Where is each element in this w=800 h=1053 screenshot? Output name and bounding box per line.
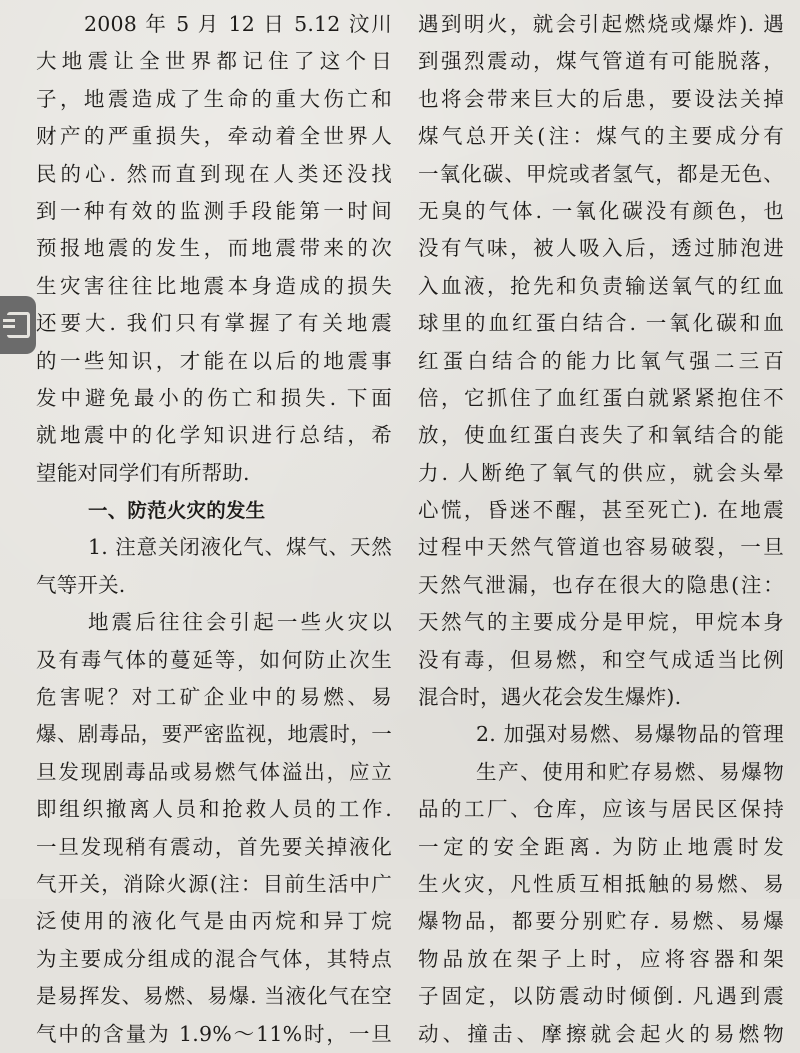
text-line: 物品放在架子上时，应将容器和架	[418, 946, 784, 971]
text-line: 入血液，抢先和负责输送氧气的红血	[418, 273, 784, 298]
text-line: 财产的严重损失，牵动着全世界人	[36, 124, 392, 149]
text-line: 无臭的气体. 一氧化碳没有颜色，也	[418, 198, 784, 223]
text-line: 气开关，消除火源(注：目前生活中广	[36, 871, 392, 896]
text-line: 气中的含量为 1.9%～11%时，一旦	[36, 1021, 392, 1046]
text-line: 煤气总开关(注：煤气的主要成分有	[418, 124, 784, 149]
text-line: 旦发现剧毒品或易燃气体溢出，应立	[36, 759, 392, 784]
text-line: 地震后往往会引起一些火灾以	[88, 610, 392, 635]
text-line: 民的心. 然而直到现在人类还没找	[36, 161, 392, 186]
text-line: 危害呢？对工矿企业中的易燃、易	[36, 685, 392, 710]
text-line: 预报地震的发生，而地震带来的次	[36, 236, 392, 261]
page-tab-marker	[0, 296, 36, 354]
text-line: 爆物品，都要分别贮存. 易燃、易爆	[418, 909, 784, 934]
text-line: 到一种有效的监测手段能第一时间	[36, 198, 392, 223]
text-line: 混合时，遇火花会发生爆炸).	[418, 685, 682, 710]
subsection-heading: 2. 加强对易燃、易爆物品的管理	[476, 722, 784, 747]
text-line: 也将会带来巨大的后患，要设法关掉	[418, 86, 784, 111]
text-line: 2008 年 5 月 12 日 5.12 汶川	[84, 12, 392, 36]
text-line: 天然气泄漏，也存在很大的隐患(注：	[418, 572, 784, 597]
text-line: 过程中天然气管道也容易破裂，一旦	[418, 535, 784, 560]
text-line: 子固定，以防震动时倾倒. 凡遇到震	[418, 984, 784, 1009]
text-line: 即组织撤离人员和抢救人员的工作.	[36, 797, 392, 822]
text-line: 生火灾，凡性质互相抵触的易燃、易	[418, 871, 784, 896]
text-line: 子，地震造成了生命的重大伤亡和	[36, 86, 392, 111]
text-line: 还要大. 我们只有掌握了有关地震	[36, 311, 392, 336]
text-line: 就地震中的化学知识进行总结，希	[36, 423, 392, 448]
text-line: 天然气的主要成分是甲烷，甲烷本身	[418, 610, 784, 635]
text-line: 望能对同学们有所帮助.	[36, 460, 250, 485]
text-line: 红蛋白结合的能力比氧气强二三百	[418, 348, 784, 373]
text-line: 球里的血红蛋白结合. 一氧化碳和血	[418, 311, 784, 336]
text-line: 没有气味，被人吸入后，透过肺泡进	[418, 236, 784, 261]
text-line: 力. 人断绝了氧气的供应，就会头晕	[418, 460, 784, 485]
text-line: 为主要成分组成的混合气体，其特点	[36, 946, 392, 971]
text-line: 生灾害往往比地震本身造成的损失	[36, 273, 392, 298]
text-line: 气等开关.	[36, 572, 126, 597]
text-line: 心慌，昏迷不醒，甚至死亡). 在地震	[418, 498, 784, 523]
left-column	[36, 6, 392, 1053]
text-line: 及有毒气体的蔓延等，如何防止次生	[36, 647, 392, 672]
text-line: 品的工厂、仓库，应该与居民区保持	[418, 797, 784, 822]
text-line: 发中避免最小的伤亡和损失. 下面	[36, 385, 392, 410]
text-line: 一定的安全距离. 为防止地震时发	[418, 834, 784, 859]
text-line: 倍，它抓住了血红蛋白就紧紧抱住不	[418, 385, 784, 410]
page-tab-icon	[7, 312, 30, 338]
text-line: 一旦发现稍有震动，首先要关掉液化	[36, 834, 392, 859]
text-line: 一氧化碳、甲烷或者氢气，都是无色、	[418, 161, 784, 186]
text-line: 放，使血红蛋白丧失了和氧结合的能	[418, 423, 784, 448]
text-line: 泛使用的液化气是由丙烷和异丁烷	[36, 909, 392, 934]
text-line: 生产、使用和贮存易燃、易爆物	[476, 759, 784, 784]
text-line: 大地震让全世界都记住了这个日	[36, 49, 392, 74]
text-line: 动、撞击、摩擦就会起火的易燃物	[418, 1021, 784, 1046]
subsection-heading: 1. 注意关闭液化气、煤气、天然	[88, 535, 392, 560]
section-heading: 一、防范火灾的发生	[88, 499, 266, 523]
text-line: 没有毒，但易燃，和空气成适当比例	[418, 647, 784, 672]
text-line: 到强烈震动，煤气管道有可能脱落，	[418, 49, 784, 74]
right-column	[418, 6, 784, 1053]
text-line: 爆、剧毒品，要严密监视，地震时，一	[36, 722, 392, 747]
text-line: 的一些知识，才能在以后的地震事	[36, 348, 392, 373]
text-line: 是易挥发、易燃、易爆. 当液化气在空	[36, 984, 392, 1009]
text-line: 遇到明火，就会引起燃烧或爆炸). 遇	[418, 12, 784, 36]
